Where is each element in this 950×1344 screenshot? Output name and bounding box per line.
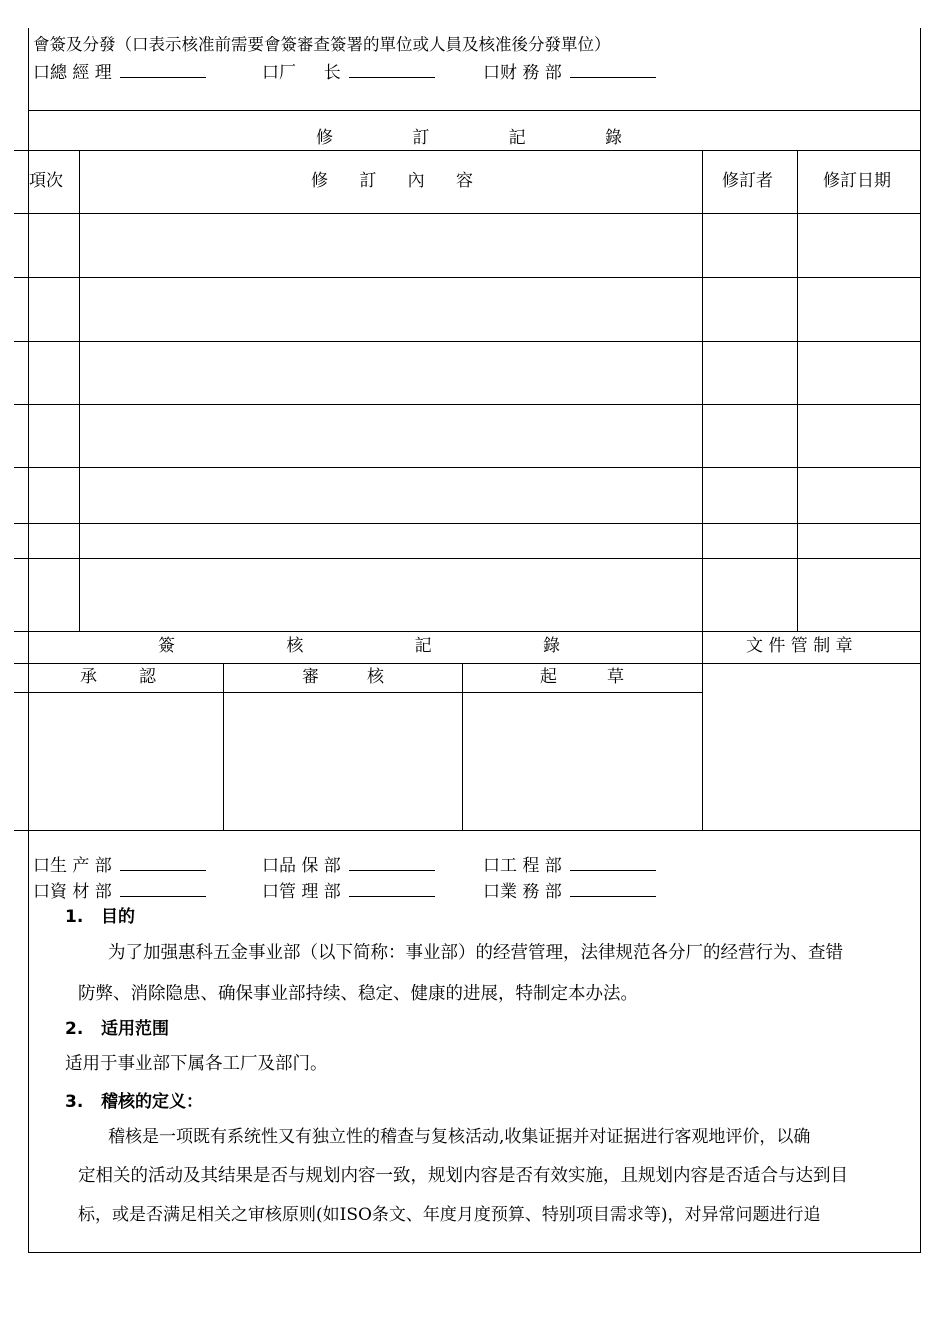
table-row[interactable] <box>29 405 702 467</box>
col-date-header: 修訂日期 <box>823 171 891 191</box>
section-1-paragraph-line: 为了加强惠科五金事业部（以下简称：事业部）的经营管理，法律规范各分厂的经营行为、查错 <box>108 943 843 963</box>
review-signature-box[interactable] <box>224 693 462 830</box>
section-1-title: 目的 <box>101 907 135 927</box>
checkbox-factory-director[interactable] <box>262 63 435 82</box>
checkbox-admin-dept[interactable] <box>262 882 435 901</box>
approve-header: 承 認 <box>80 667 156 687</box>
checkbox-qa-dept[interactable] <box>262 856 435 875</box>
checkbox-label: 口工 程 部 <box>483 856 562 876</box>
revision-record-title: 修 訂 記 錄 <box>316 128 622 148</box>
table-row[interactable] <box>29 278 702 341</box>
section-2-number: 2. <box>65 1019 84 1039</box>
document-control-stamp-label: 文 件 管 制 章 <box>746 636 853 656</box>
section-3-title: 稽核的定义： <box>101 1092 203 1112</box>
review-header: 審 核 <box>302 667 384 687</box>
checkbox-label: 口厂 长 <box>262 63 341 83</box>
signature-line <box>570 882 656 897</box>
section-2-paragraph-line: 适用于事业部下属各工厂及部门。 <box>65 1054 328 1074</box>
col-item-header: 項次 <box>29 171 63 191</box>
table-row[interactable] <box>29 524 702 558</box>
checkbox-label: 口品 保 部 <box>262 856 341 876</box>
draft-signature-box[interactable] <box>463 693 702 830</box>
section-3-paragraph-line: 标，或是否满足相关之审核原则(如ISO条文、年度月度预算、特别项目需求等)，对异常问题进行追 <box>78 1205 821 1225</box>
checkbox-label: 口财 務 部 <box>483 63 562 83</box>
signoff-record-title: 簽 核 記 錄 <box>158 636 560 656</box>
approve-signature-box[interactable] <box>29 693 223 830</box>
section-3-paragraph-line: 稽核是一项既有系统性又有独立性的稽查与复核活动,收集证据并对证据进行客观地评价，以确 <box>108 1127 811 1147</box>
section-3-number: 3. <box>65 1092 84 1112</box>
section-3-paragraph-line: 定相关的活动及其结果是否与规划内容一致，规划内容是否有效实施，且规划内容是否适合与达到目 <box>78 1166 848 1186</box>
checkbox-label: 口總 經 理 <box>33 63 112 83</box>
checkbox-label: 口業 務 部 <box>483 882 562 902</box>
table-row[interactable] <box>29 468 702 523</box>
countersign-title: 會簽及分發（口表示核准前需要會簽審查簽署的單位或人員及核准後分發單位） <box>33 35 611 54</box>
checkbox-production-dept[interactable] <box>33 856 206 875</box>
checkbox-label: 口資 材 部 <box>33 882 112 902</box>
section-1-number: 1. <box>65 907 84 927</box>
checkbox-label: 口管 理 部 <box>262 882 341 902</box>
table-row[interactable] <box>29 214 702 277</box>
checkbox-finance-dept[interactable] <box>483 63 656 82</box>
signature-line <box>349 63 435 78</box>
checkbox-business-dept[interactable] <box>483 882 656 901</box>
draft-header: 起 草 <box>540 667 624 687</box>
signature-line <box>349 882 435 897</box>
signature-line <box>120 63 206 78</box>
checkbox-engineering-dept[interactable] <box>483 856 656 875</box>
table-row[interactable] <box>29 559 702 631</box>
control-stamp-box[interactable] <box>703 664 920 830</box>
checkbox-materials-dept[interactable] <box>33 882 206 901</box>
signature-line <box>570 856 656 871</box>
signature-line <box>570 63 656 78</box>
signature-line <box>349 856 435 871</box>
col-content-header: 修 訂 內 容 <box>311 171 473 191</box>
table-row[interactable] <box>29 342 702 404</box>
signature-line <box>120 882 206 897</box>
section-2-title: 适用范围 <box>101 1019 169 1039</box>
section-1-paragraph-line: 防弊、消除隐患、确保事业部持续、稳定、健康的进展，特制定本办法。 <box>78 984 638 1004</box>
col-reviser-header: 修訂者 <box>722 171 773 191</box>
checkbox-label: 口生 产 部 <box>33 856 112 876</box>
signature-line <box>120 856 206 871</box>
checkbox-general-manager[interactable] <box>33 63 206 82</box>
